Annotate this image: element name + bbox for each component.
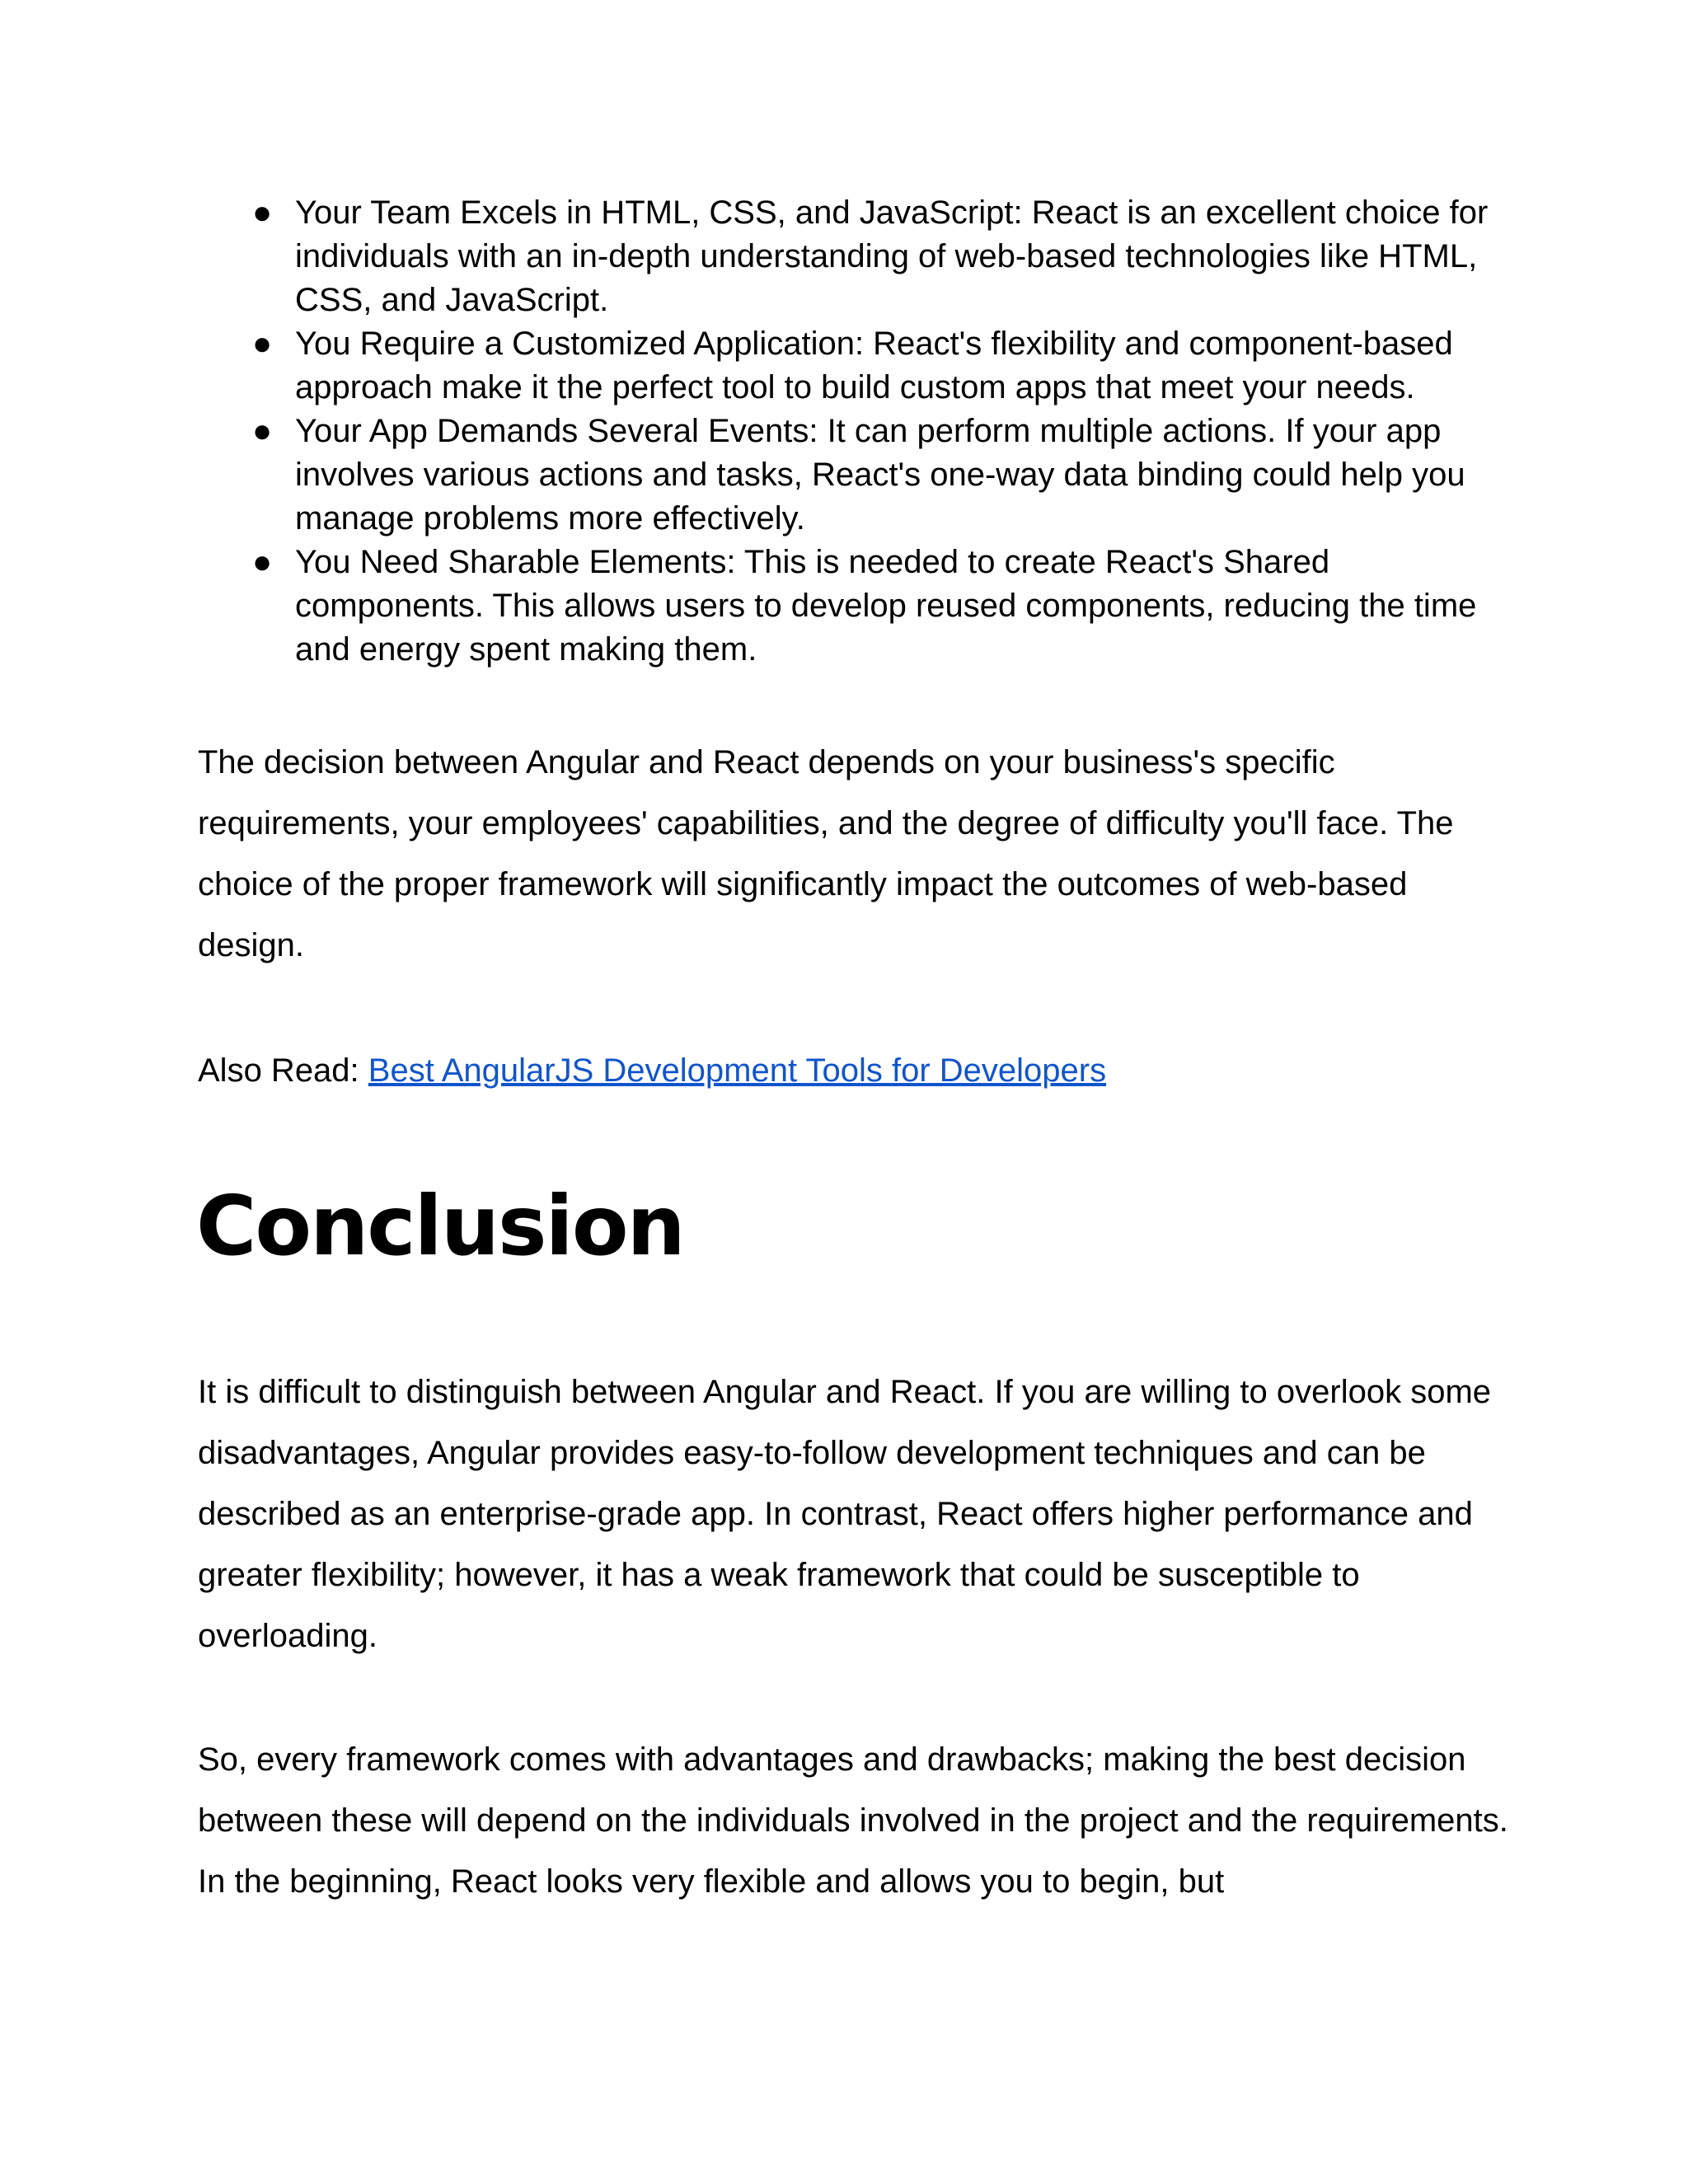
list-item-text: You Require a Customized Application: React's flexibility and component-based approach make it the perfect tool to build custom apps that meet your needs. [295, 326, 1453, 405]
list-item-text: Your App Demands Several Events: It can perform multiple actions. If your app involves various actions and tasks, React's one-way data binding could help you manage problems more effectively. [295, 413, 1465, 537]
also-read-link[interactable]: Best AngularJS Development Tools for Developers [368, 1052, 1107, 1089]
list-item [198, 191, 1500, 322]
bullet-icon: ● [252, 544, 273, 580]
bullet-icon: ● [252, 194, 273, 231]
also-read-line [198, 1040, 1508, 1101]
section-heading: Conclusion [196, 1178, 684, 1274]
also-read-prefix: Also Read: [198, 1052, 368, 1089]
conclusion-paragraph: It is difficult to distinguish between Angular and React. If you are willing to overlook some disadvantages, Angular provides easy-to-follow development techniques and can be described as an enterprise-grade app. In contrast, React offers higher performance and greater flexibility; however, it has a weak framework that could be susceptible to overloading. [198, 1374, 1492, 1654]
conclusion-paragraph: So, every framework comes with advantages and drawbacks; making the best decision between these will depend on the individuals involved in the project and the requirements. In the beginning, React looks very flexible and allows you to begin, but [198, 1741, 1508, 1900]
body-paragraph: The decision between Angular and React depends on your business's specific requirements, your employees' capabilities, and the degree of difficulty you'll face. The choice of the proper framework will significantly impact the outcomes of web-based design. [198, 744, 1454, 963]
list-item [198, 541, 1500, 672]
list-item-text: You Need Sharable Elements: This is needed to create React's Shared components. This allows users to develop reused components, reducing the time and energy spent making them. [295, 544, 1477, 668]
list-item [198, 410, 1500, 541]
list-item [198, 322, 1500, 410]
bullet-list [198, 191, 1500, 672]
list-item-text: Your Team Excels in HTML, CSS, and JavaScript: React is an excellent choice for individuals with an in-depth understanding of web-based technologies like HTML, CSS, and JavaScript. [295, 194, 1489, 318]
bullet-icon: ● [252, 326, 273, 362]
bullet-icon: ● [252, 413, 273, 449]
